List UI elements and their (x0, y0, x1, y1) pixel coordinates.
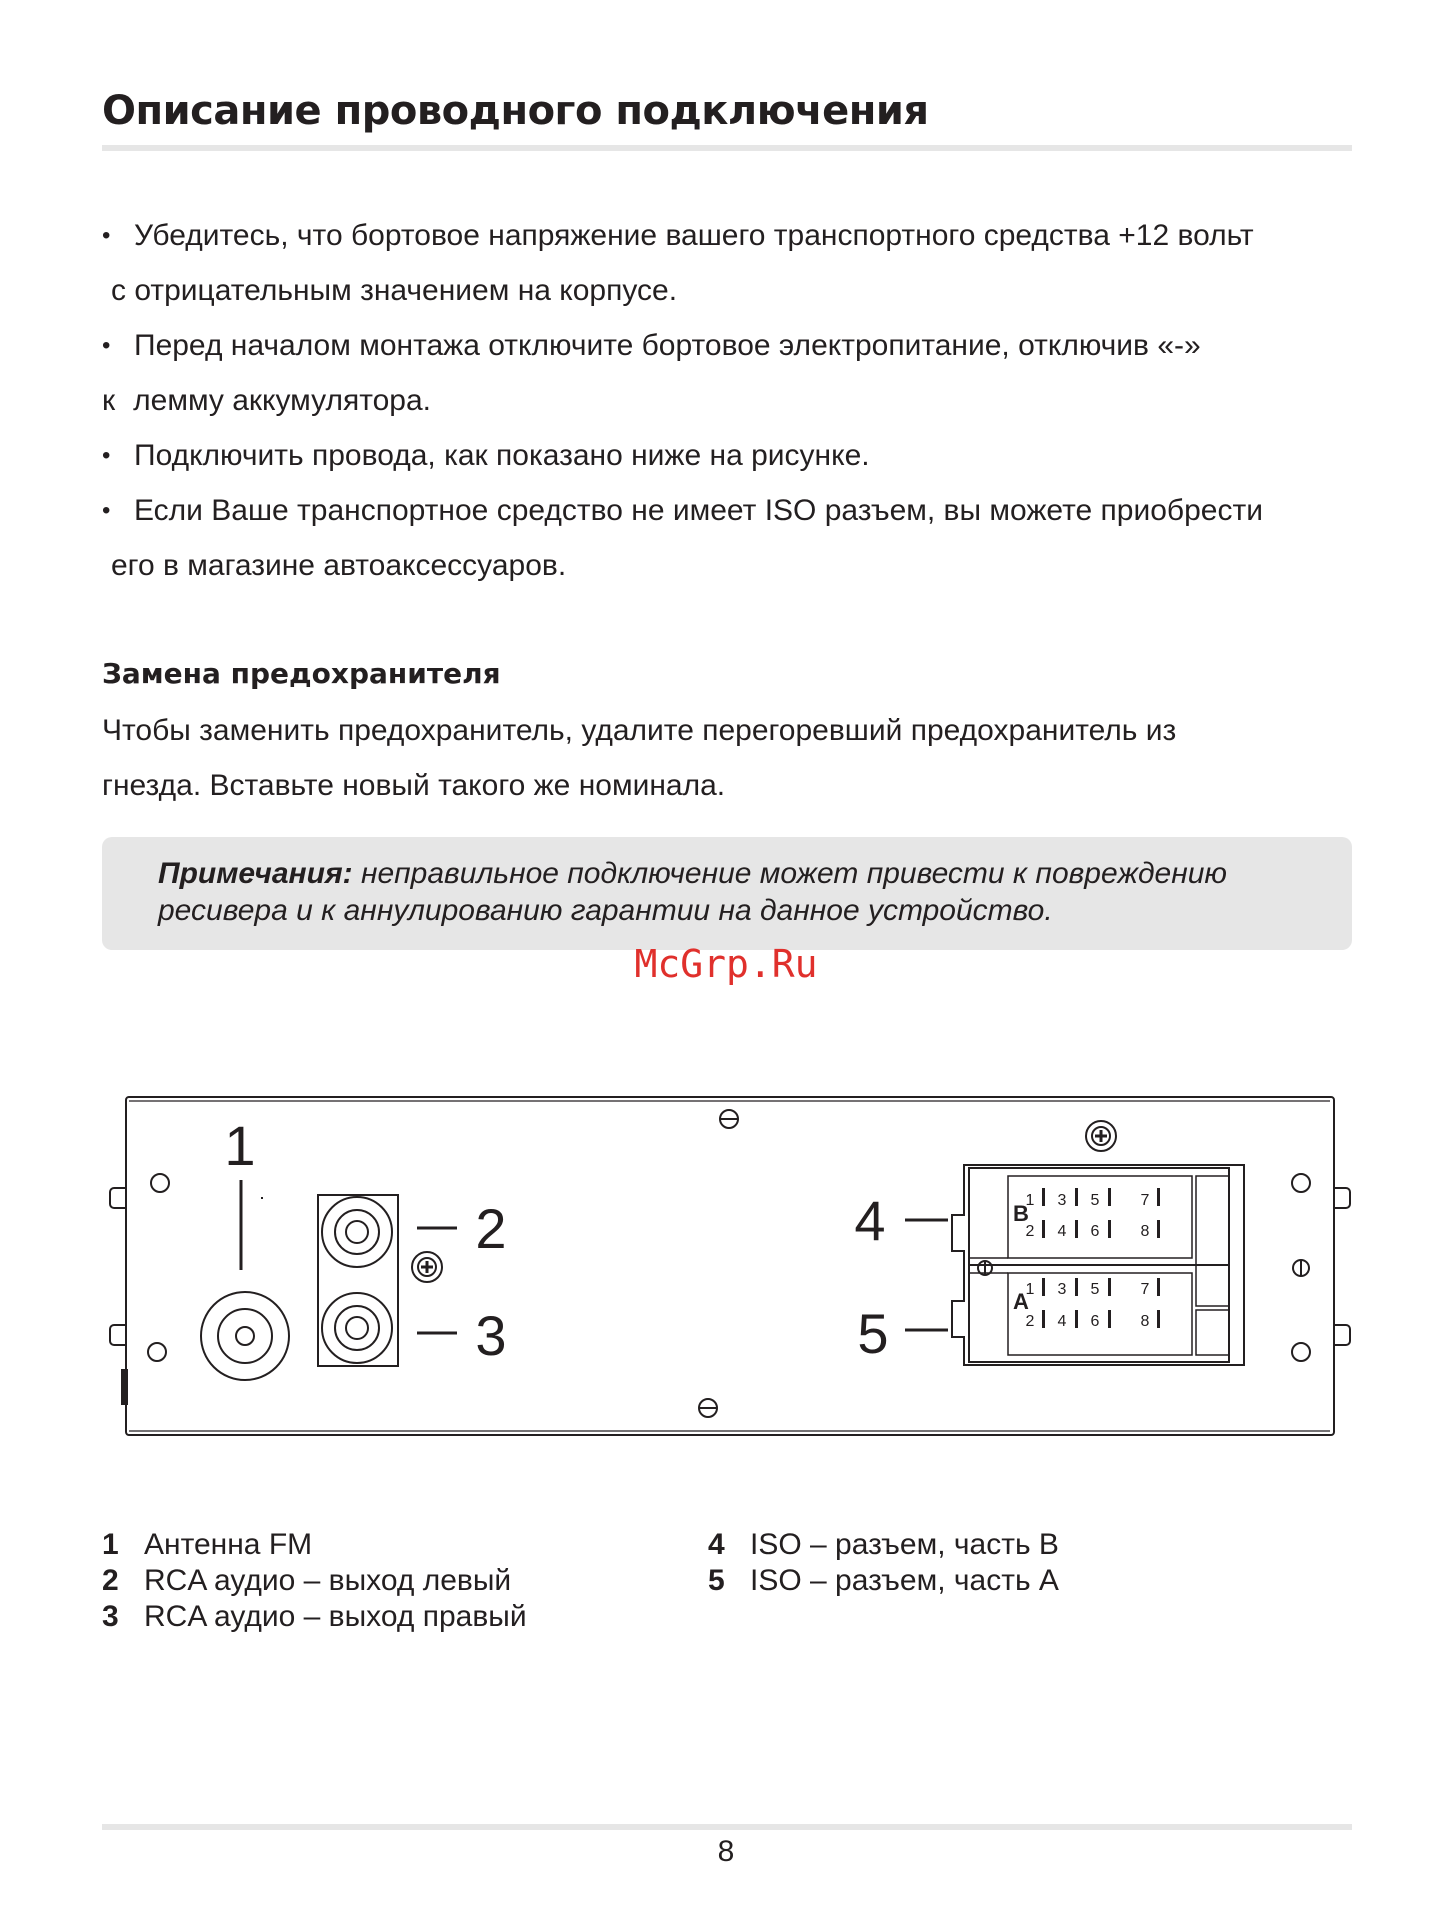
bullet-dot: • (102, 497, 111, 524)
bullet-continuation: его в магазине автоаксессуаров. (111, 549, 567, 582)
iso-pin: 8 (1140, 1313, 1150, 1330)
rca-left-socket (322, 1197, 392, 1267)
legend-row: 4 ISO – разъем, часть B (708, 1528, 1059, 1561)
legend-row: 2 RCA аудио – выход левый (102, 1564, 512, 1597)
legend-row: 3 RCA аудио – выход правый (102, 1600, 527, 1633)
iso-pin: 2 (1025, 1313, 1035, 1330)
bullet-dot: • (102, 442, 111, 469)
watermark: McGrp.Ru (634, 942, 818, 986)
side-tab (1334, 1325, 1350, 1345)
iso-pin: 7 (1140, 1281, 1150, 1298)
callout-number: 2 (475, 1197, 507, 1260)
iso-part-label: B (1013, 1201, 1029, 1226)
side-tab (110, 1325, 126, 1345)
iso-pin: 7 (1140, 1192, 1150, 1209)
fuse-section-body (102, 703, 1362, 813)
fuse-line: гнезда. Вставьте новый такого же номинала. (102, 769, 726, 802)
iso-pin: 6 (1090, 1223, 1100, 1240)
iso-part-label: A (1013, 1289, 1029, 1314)
iso-pin: 1 (1025, 1281, 1035, 1298)
callout-number: 1 (224, 1114, 256, 1177)
side-tab (110, 1188, 126, 1208)
mounting-hole (151, 1174, 169, 1192)
legend-row: 5 ISO – разъем, часть A (708, 1564, 1059, 1597)
bullet-item: • Если Ваше транспортное средство не имеет ISO разъем, вы можете приобрести (102, 483, 1372, 538)
iso-pin: 2 (1025, 1223, 1035, 1240)
bullet-continuation: с отрицательным значением на корпусе. (111, 274, 678, 307)
iso-pin: 6 (1090, 1313, 1100, 1330)
note-label: Примечания: (158, 857, 353, 890)
antenna-socket (201, 1292, 289, 1380)
legend-row: 1 Антенна FM (102, 1528, 313, 1561)
iso-pin: 4 (1057, 1313, 1067, 1330)
bullet-item: • Подключить провода, как показано ниже на рисунке. (102, 428, 1372, 483)
footer-rule (102, 1824, 1352, 1830)
legend-right (708, 1527, 1059, 1599)
note-box (102, 837, 1352, 950)
iso-pin: 1 (1025, 1192, 1035, 1209)
iso-pin: 5 (1090, 1192, 1100, 1209)
iso-pin: 3 (1057, 1192, 1067, 1209)
bullet-list (102, 208, 1372, 593)
bullet-item: • Перед началом монтажа отключите бортовое электропитание, отключив «-» (102, 318, 1372, 373)
fuse-line: Чтобы заменить предохранитель, удалите перегоревший предохранитель из (102, 714, 1177, 747)
bullet-dot: • (102, 332, 111, 359)
page-number: 8 (717, 1835, 735, 1868)
iso-pin: 4 (1057, 1223, 1067, 1240)
rear-panel-diagram (0, 1080, 1452, 1460)
side-tab (1334, 1188, 1350, 1208)
bullet-continuation: к лемму аккумулятора. (102, 384, 432, 417)
iso-pin: 5 (1090, 1281, 1100, 1298)
page-title: Описание проводного подключения (102, 88, 929, 134)
iso-pin: 8 (1140, 1223, 1150, 1240)
legend-left (102, 1527, 527, 1635)
iso-pin: 3 (1057, 1281, 1067, 1298)
rca-right-socket (322, 1293, 392, 1363)
mounting-hole (1292, 1343, 1310, 1361)
bullet-item: • Убедитесь, что бортовое напряжение вашего транспортного средства +12 вольт (102, 208, 1372, 263)
callout-number: 4 (854, 1189, 886, 1252)
fuse-section-title: Замена предохранителя (102, 657, 501, 690)
mounting-hole (148, 1343, 166, 1361)
mounting-hole (1292, 1174, 1310, 1192)
note-text: Примечания: неправильное подключение может привести к повреждению ресивера и к аннулированию гарантии на данное устройство. (158, 857, 1227, 927)
title-rule (102, 145, 1352, 151)
callout-number: 3 (475, 1304, 507, 1367)
bullet-dot: • (102, 222, 111, 249)
callout-number: 5 (857, 1302, 889, 1365)
